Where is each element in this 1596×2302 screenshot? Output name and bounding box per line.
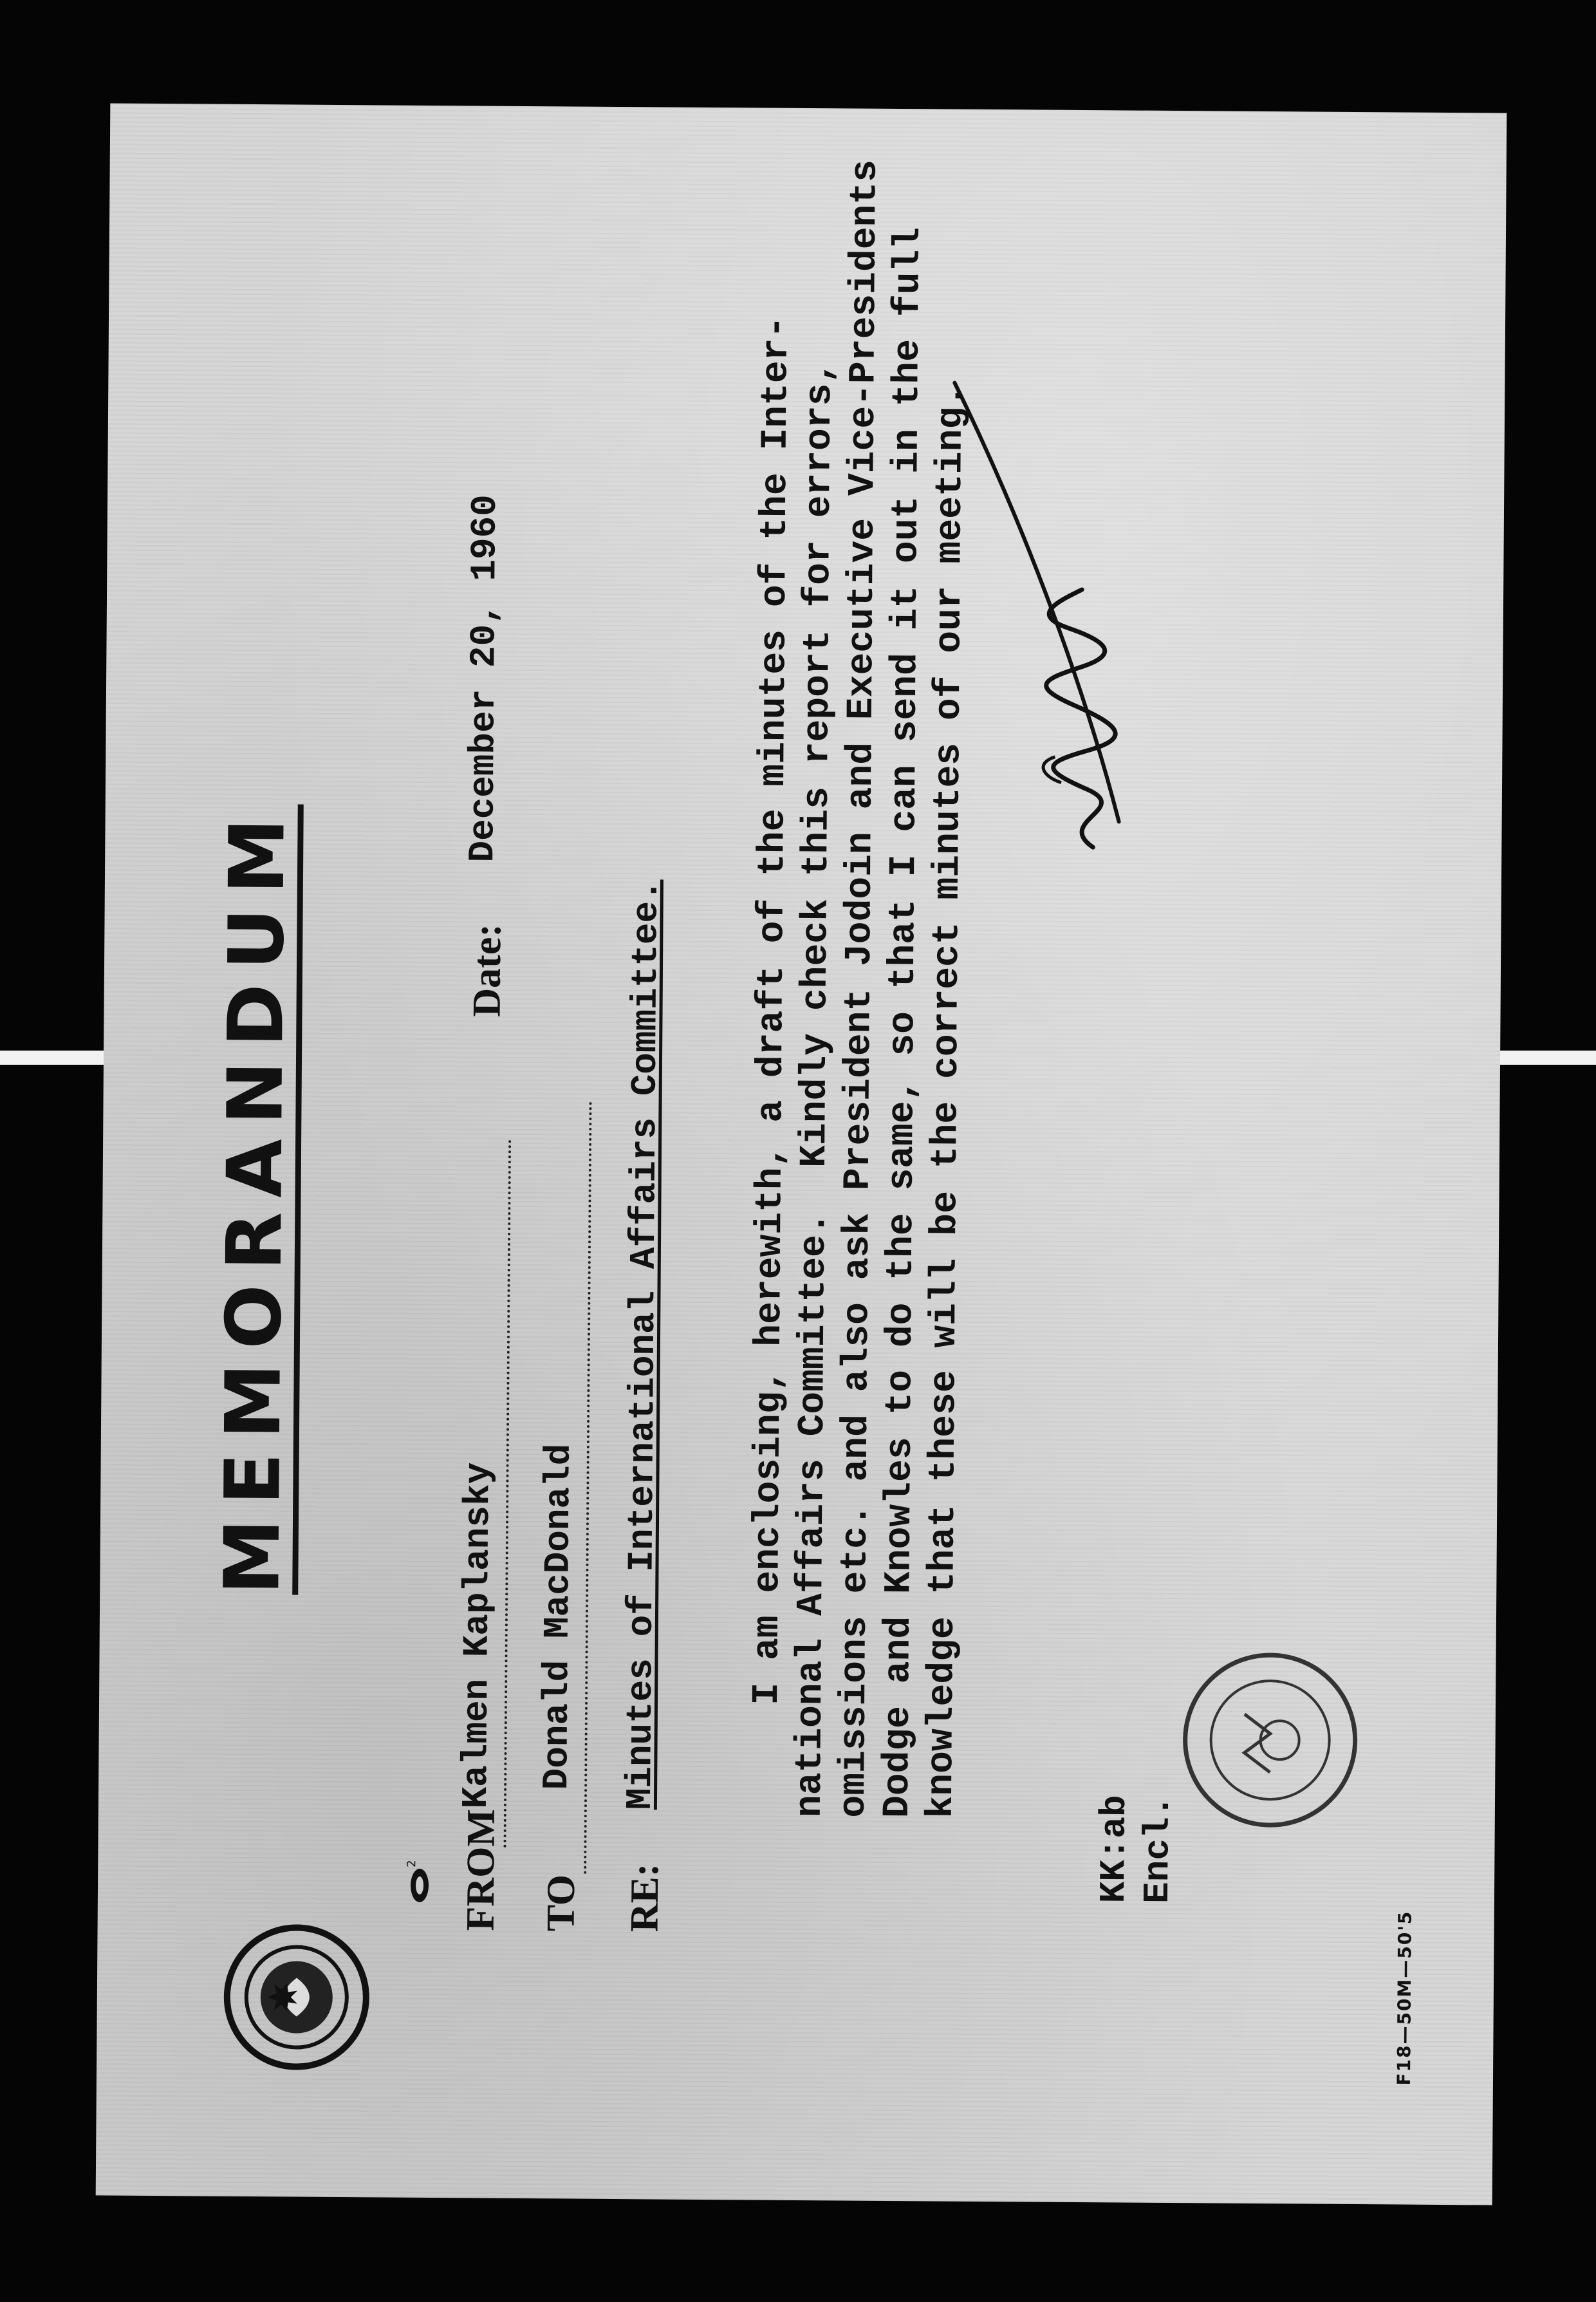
union-stamp-icon <box>1176 1646 1364 1834</box>
congress-logo-icon <box>222 1923 371 2072</box>
body-line: national Affairs Committee. Kindly check this report for errors, <box>789 360 842 1818</box>
to-dotted-line <box>584 1101 591 1874</box>
body-line: I am enclosing, herewith, a draft of the minutes of the Inter- <box>745 315 799 1817</box>
form-code: F18—50M—50'5 <box>1393 1910 1416 2086</box>
memo-rotated-content <box>131 126 1471 2182</box>
small-emblem-icon <box>404 1860 436 1905</box>
body-line: omissions etc. and also ask President Jodoin and Executive Vice-Presidents <box>833 159 887 1818</box>
re-label: RE: <box>622 1863 667 1932</box>
from-value: Kalmen Kaplansky <box>455 1462 499 1809</box>
memo-initials-block <box>1092 1795 1180 1904</box>
re-value: Minutes of International Affairs Committee. <box>619 879 667 1810</box>
small-mark: 2 <box>405 1860 419 1867</box>
to-value: Donald MacDonald <box>536 1443 580 1790</box>
from-dotted-line <box>503 1139 511 1848</box>
typist-initials: KK:ab <box>1093 1795 1136 1904</box>
date-value: December 20, 1960 <box>462 494 506 863</box>
memo-page <box>96 103 1507 2205</box>
from-label: FROM <box>458 1808 503 1931</box>
memo-title: MEMORANDUM <box>212 804 303 1595</box>
date-label: Date: <box>465 923 510 1017</box>
body-line: Dodge and Knowles to do the same, so that I can send it out in the full <box>877 227 931 1819</box>
handwritten-signature <box>925 370 1160 860</box>
enclosure-note: Encl. <box>1137 1795 1180 1904</box>
body-line: knowledge that these will be the correct minutes of our meeting. <box>920 384 973 1819</box>
to-label: TO <box>539 1874 584 1932</box>
